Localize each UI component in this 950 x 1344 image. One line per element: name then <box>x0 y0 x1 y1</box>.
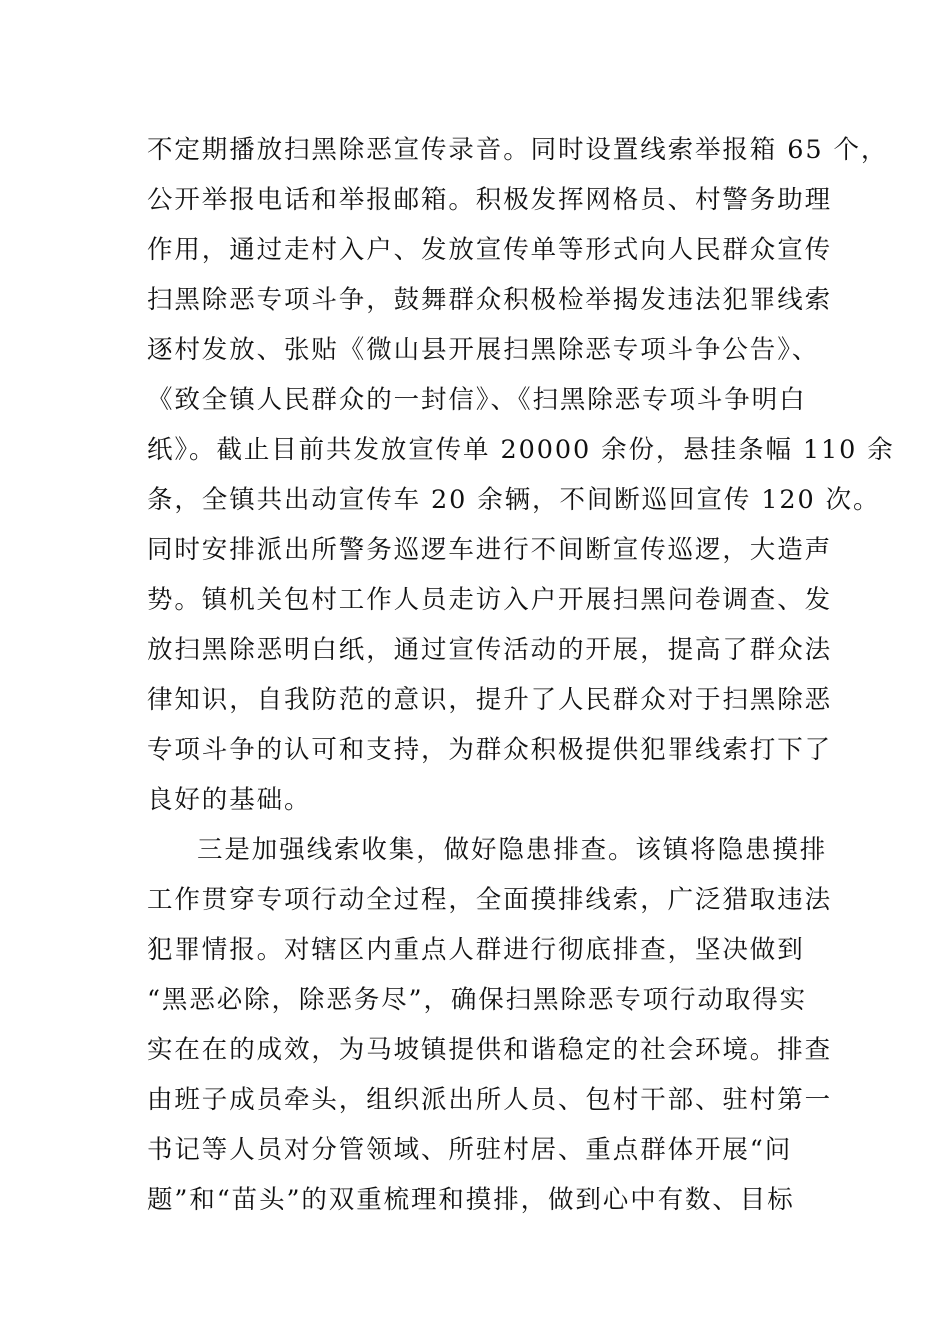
text-line: 实在在的成效，为马坡镇提供和谐稳定的社会环境。排查 <box>147 1035 833 1065</box>
text-line: 书记等人员对分管领域、所驻村居、重点群体开展“问 <box>147 1135 793 1165</box>
text-line: 逐村发放、张贴《微山县开展扫黑除恶专项斗争公告》、 <box>147 335 820 365</box>
text-line: 由班子成员牵头，组织派出所人员、包村干部、驻村第一 <box>147 1085 833 1115</box>
text-line: 《致全镇人民群众的一封信》、《扫黑除恶专项斗争明白 <box>147 385 807 415</box>
text-line: 势。镇机关包村工作人员走访入户开展扫黑问卷调查、发 <box>147 585 833 615</box>
text-line: 扫黑除恶专项斗争，鼓舞群众积极检举揭发违法犯罪线索 <box>147 285 833 315</box>
text-line: “黑恶必除，除恶务尽”，确保扫黑除恶专项行动取得实 <box>147 985 808 1015</box>
text-line: 专项斗争的认可和支持，为群众积极提供犯罪线索打下了 <box>147 735 833 765</box>
text-line: 犯罪情报。对辖区内重点人群进行彻底排查，坚决做到 <box>147 935 805 965</box>
text-line: 题”和“苗头”的双重梳理和摸排，做到心中有数、目标 <box>147 1185 795 1215</box>
text-line: 纸》。截止目前共发放宣传单 20000 余份，悬挂条幅 110 余 <box>147 435 895 465</box>
text-line: 良好的基础。 <box>147 785 312 815</box>
text-line: 作用，通过走村入户、发放宣传单等形式向人民群众宣传 <box>147 235 833 265</box>
text-line: 放扫黑除恶明白纸，通过宣传活动的开展，提高了群众法 <box>147 635 833 665</box>
text-line: 条，全镇共出动宣传车 20 余辆，不间断巡回宣传 120 次。 <box>147 485 881 515</box>
text-line: 公开举报电话和举报邮箱。积极发挥网格员、村警务助理 <box>147 185 833 215</box>
text-line: 律知识，自我防范的意识，提升了人民群众对于扫黑除恶 <box>147 685 833 715</box>
text-line: 不定期播放扫黑除恶宣传录音。同时设置线索举报箱 65 个， <box>147 135 889 165</box>
text-line: 工作贯穿专项行动全过程，全面摸排线索，广泛猎取违法 <box>147 885 833 915</box>
paragraph-first-line: 三是加强线索收集，做好隐患排查。该镇将隐患摸排 <box>197 835 828 865</box>
text-line: 同时安排派出所警务巡逻车进行不间断宣传巡逻，大造声 <box>147 535 833 565</box>
